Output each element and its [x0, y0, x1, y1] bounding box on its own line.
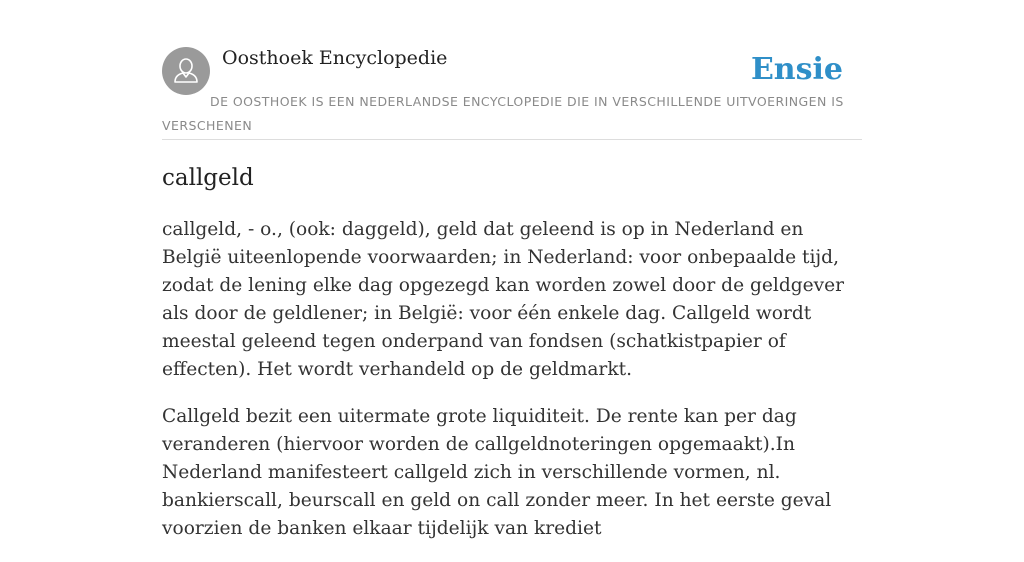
article-paragraph: callgeld, - o., (ook: daggeld), geld dat geleend is op in Nederland en België uiteenlopende voorwaarden; in Nederland: voor onbepaalde tijd, zodat de lening elke dag opgezegd kan worden zowel door de geldgever als door de geldlener; in België: voor één enkele dag. Callgeld wordt meestal geleend tegen onderpand van fondsen (schatkistpapier of effecten). Het wordt verhandeld op de geldmarkt. [162, 219, 845, 380]
site-header [162, 46, 862, 140]
site-name[interactable]: Oosthoek Encyclopedie [222, 47, 448, 69]
site-tagline: DE OOSTHOEK IS EEN NEDERLANDSE ENCYCLOPEDIE DIE IN VERSCHILLENDE UITVOERINGEN IS VERSCHENEN [162, 94, 844, 133]
brand-logo-link[interactable]: Ensie [750, 52, 843, 87]
article-body [162, 216, 862, 562]
article-title: callgeld [162, 165, 254, 191]
article-paragraph: Callgeld bezit een uitermate grote liquiditeit. De rente kan per dag veranderen (hiervoor worden de callgeldnoteringen opgemaakt).In Nederland manifesteert callgeld zich in verschillende vormen, nl. bankierscall, beurscall en geld on call zonder meer. In het eerste geval voorzien de banken elkaar tijdelijk van krediet [162, 406, 832, 539]
user-outline-icon[interactable] [162, 47, 210, 95]
